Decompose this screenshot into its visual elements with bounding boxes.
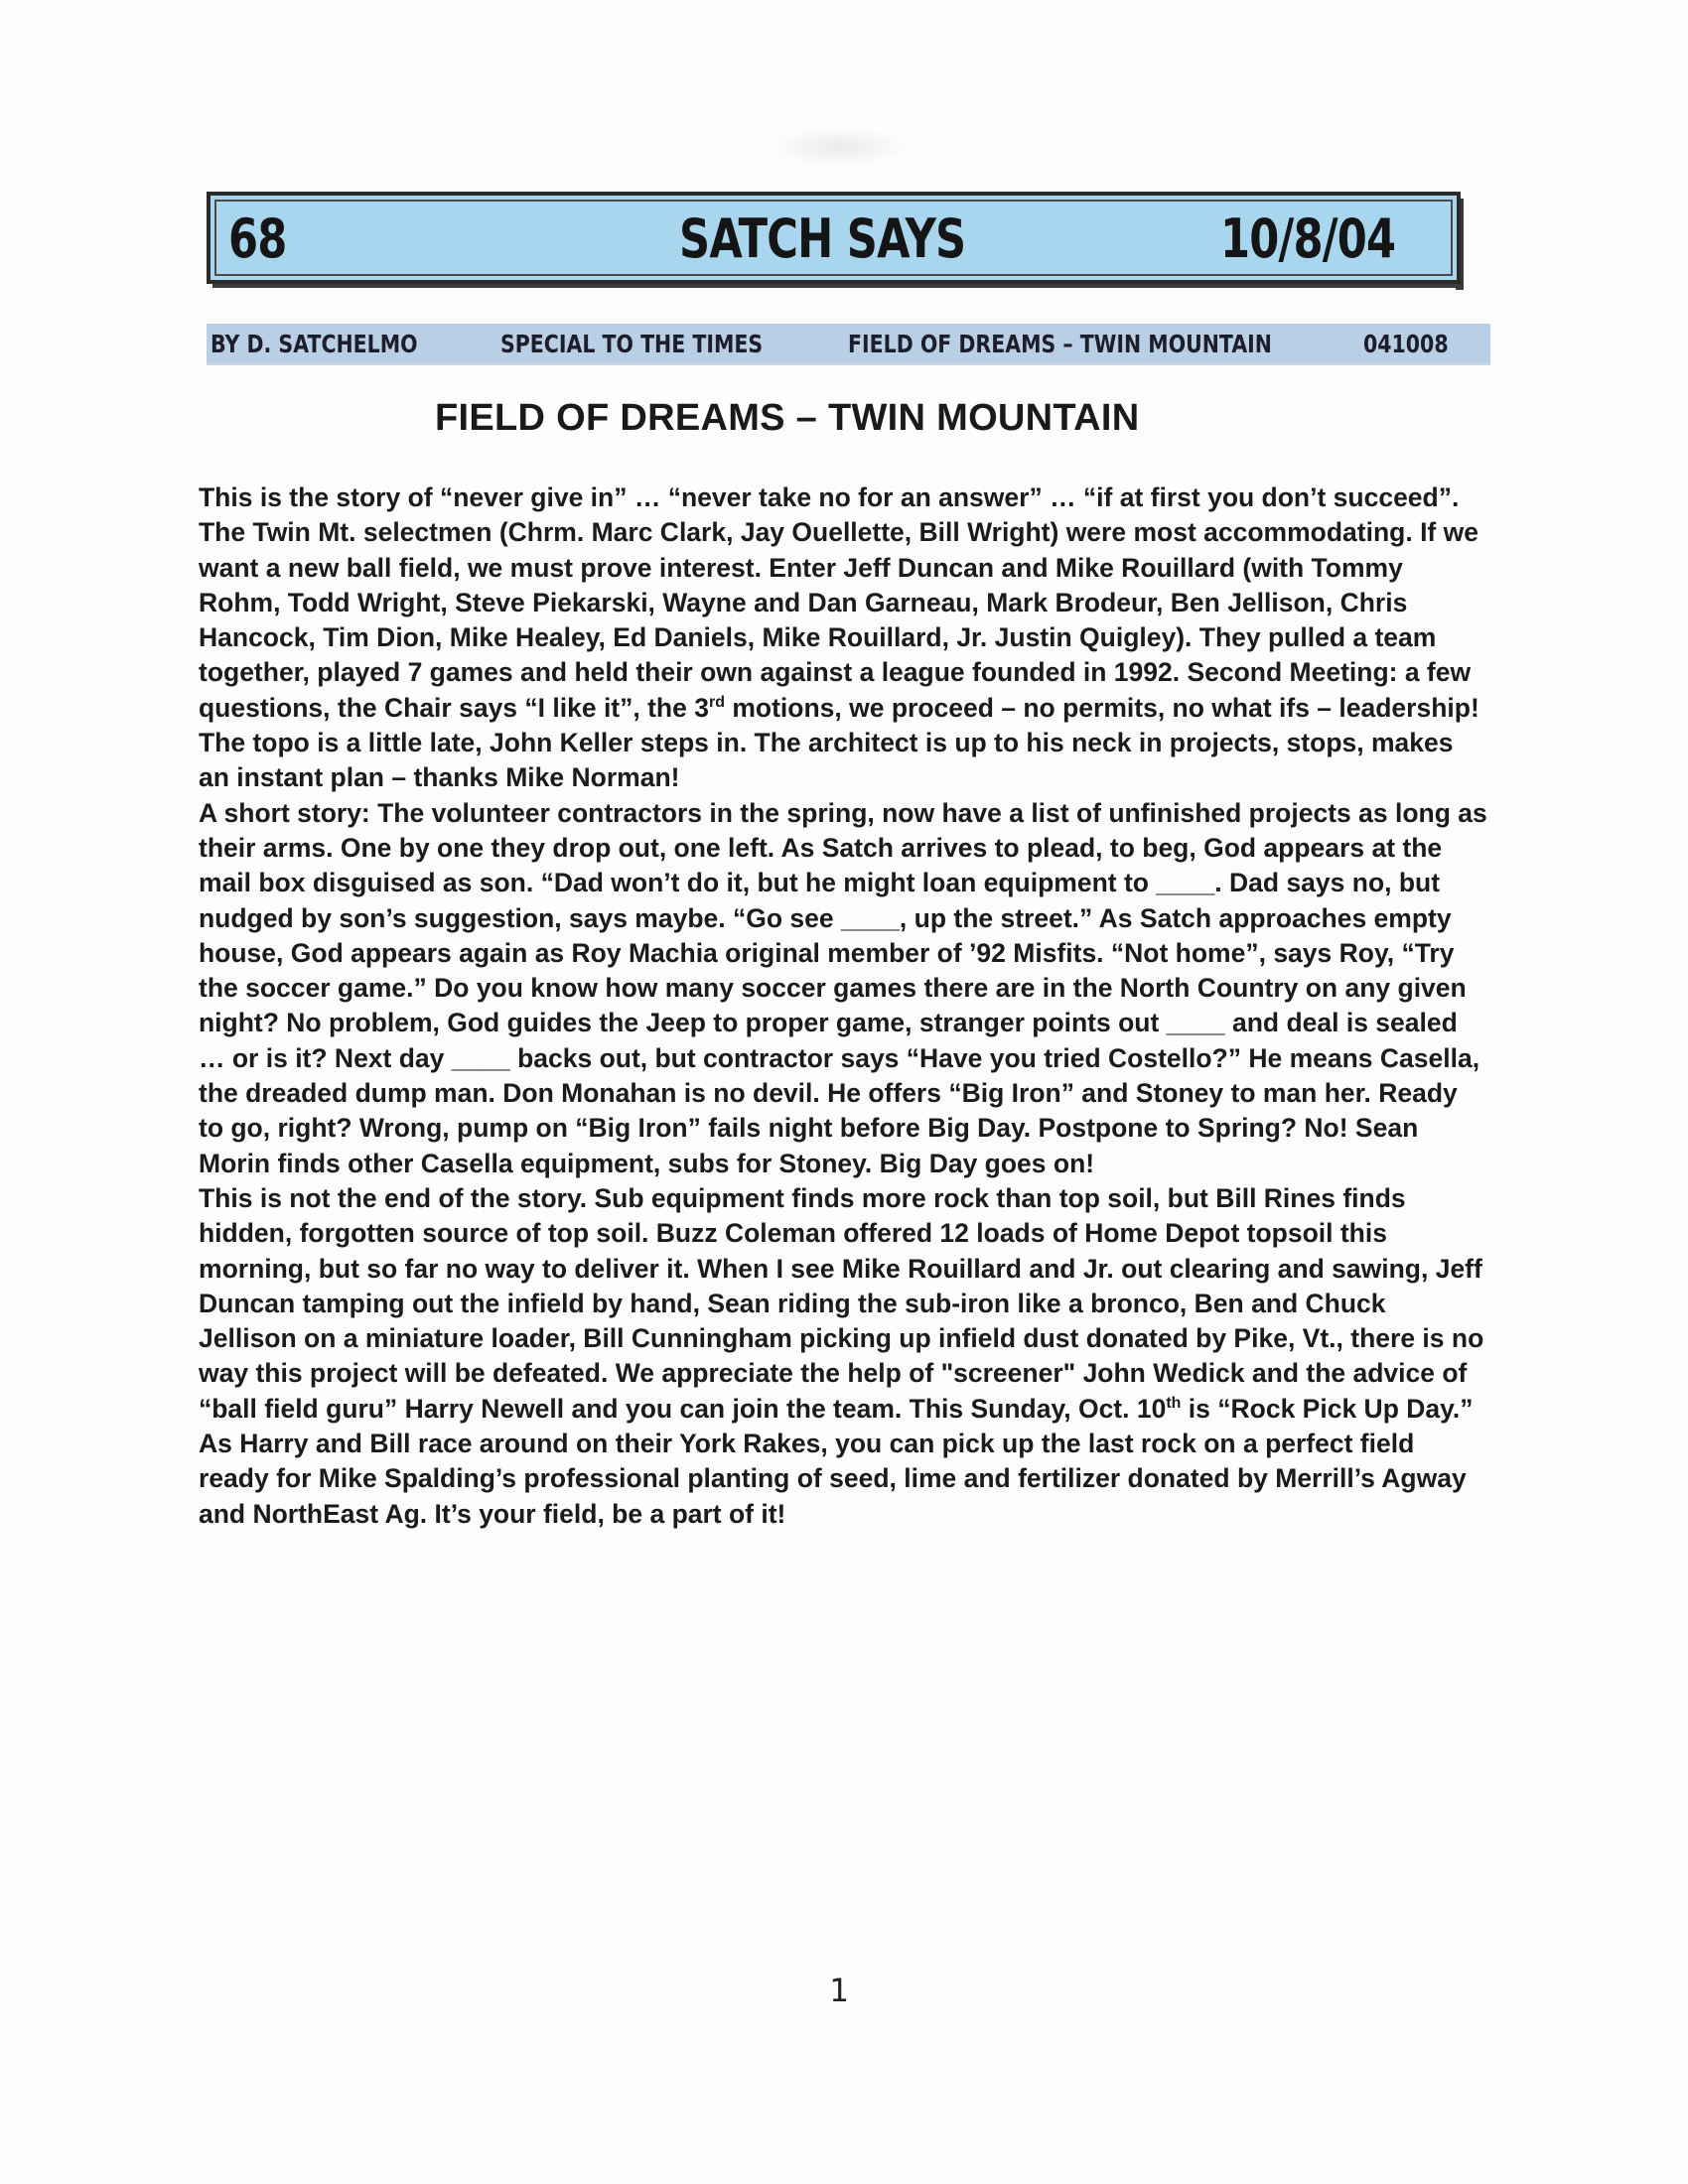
issue-number: 68: [228, 207, 287, 270]
paragraph-1-text-b: motions, we proceed – no permits, no what ifs – leadership! The topo is a little late, John Keller steps in. The architect is up to his neck in projects, stops, makes an instant plan – thanks Mike Norman!: [199, 692, 1479, 793]
article-body: [199, 480, 1489, 1532]
paragraph-1-text-a: This is the story of “never give in” … “never take no for an answer” … “if at first you don’t succeed”. The Twin Mt. selectmen (Chrm. Marc Clark, Jay Ouellette, Bill Wright) were most accommodating. If we want a new ball field, we must prove interest. Enter Jeff Duncan and Mike Rouillard (with Tommy Rohm, Todd Wright, Steve Piekarski, Wayne and Dan Garneau, Mark Brodeur, Ben Jellison, Chris Hancock, Tim Dion, Mike Healey, Ed Daniels, Mike Rouillard, Jr. Justin Quigley). They pulled a team together, played 7 games and held their own against a league founded in 1992. Second Meeting: a few questions, the Chair says “I like it”, the 3: [199, 482, 1478, 723]
paragraph-3-superscript: th: [1166, 1394, 1182, 1412]
article-paragraph-1: [199, 480, 1489, 796]
article-headline: FIELD OF DREAMS – TWIN MOUNTAIN: [435, 397, 1140, 439]
byline-author: BY D. SATCHELMO: [211, 330, 418, 358]
column-banner: [207, 192, 1461, 284]
scan-artifact: [770, 127, 909, 167]
byline-code: 041008: [1363, 330, 1449, 358]
paragraph-1-superscript: rd: [708, 693, 725, 711]
paragraph-3-text-b: is “Rock Pick Up Day.” As Harry and Bill race around on their York Rakes, you can pick up the last rock on a perfect field ready for Mike Spalding’s professional planting of seed, lime and fertilizer donated by Merrill’s Agway and NorthEast Ag. It’s your field, be a part of it!: [199, 1393, 1474, 1529]
issue-date: 10/8/04: [1220, 207, 1396, 270]
column-title: SATCH SAYS: [679, 207, 966, 270]
page-number: 1: [829, 1972, 849, 2009]
article-paragraph-2: A short story: The volunteer contractors in the spring, now have a list of unfinished projects as long as their arms. One by one they drop out, one left. As Satch arrives to plead, to beg, God appears at the mail box disguised as son. “Dad won’t do it, but he might loan equipment to ____. Dad says no, but nudged by son’s suggestion, says maybe. “Go see ____, up the street.” As Satch approaches empty house, God appears again as Roy Machia original member of ’92 Misfits. “Not home”, says Roy, “Try the soccer game.” Do you know how many soccer games there are in the North Country on any given night? No problem, God guides the Jeep to proper game, stranger points out ____ and deal is sealed … or is it? Next day ____ backs out, but contractor says “Have you tried Costello?” He means Casella, the dreaded dump man. Don Monahan is no devil. He offers “Big Iron” and Stoney to man her. Ready to go, right? Wrong, pump on “Big Iron” fails night before Big Day. Postpone to Spring? No! Sean Morin finds other Casella equipment, subs for Stoney. Big Day goes on!: [199, 797, 1487, 1178]
paragraph-3-text-a: This is not the end of the story. Sub equipment finds more rock than top soil, but Bill Rines finds hidden, forgotten source of top soil. Buzz Coleman offered 12 loads of Home Depot topsoil this morning, but so far no way to deliver it. When I see Mike Rouillard and Jr. out clearing and sawing, Jeff Duncan tamping out the infield by hand, Sean riding the sub-iron like a bronco, Ben and Chuck Jellison on a miniature loader, Bill Cunningham picking up infield dust donated by Pike, Vt., there is no way this project will be defeated. We appreciate the help of "screener" John Wedick and the advice of “ball field guru” Harry Newell and you can join the team. This Sunday, Oct. 10: [199, 1182, 1484, 1424]
article-paragraph-3: [199, 1181, 1489, 1532]
byline-special: SPECIAL TO THE TIMES: [500, 330, 764, 358]
byline-bar: [207, 324, 1490, 365]
byline-topic: FIELD OF DREAMS – TWIN MOUNTAIN: [848, 330, 1272, 358]
